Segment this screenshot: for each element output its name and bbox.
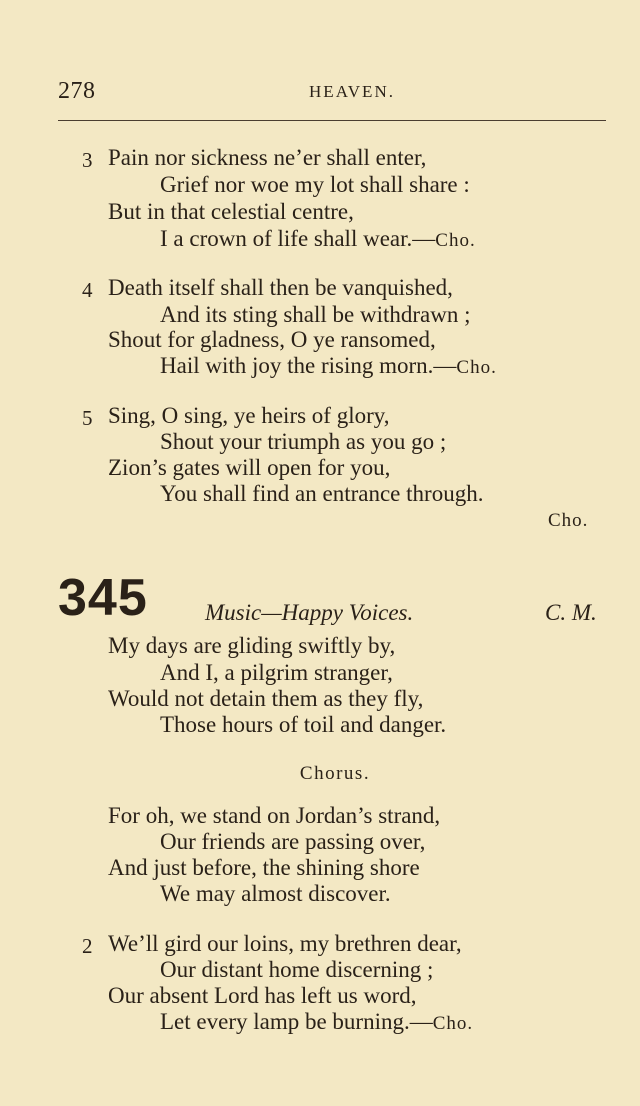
verse-line: Death itself shall then be vanquished, xyxy=(108,275,453,300)
verse-line-text: I a crown of life shall wear.— xyxy=(160,226,436,251)
chorus-cue: Cho. xyxy=(548,510,589,531)
verse-line: Grief nor woe my lot shall share : xyxy=(160,172,470,197)
verse-number: 5 xyxy=(82,406,93,430)
verse-line: Zion’s gates will open for you, xyxy=(108,455,391,480)
verse-line: And I, a pilgrim stranger, xyxy=(160,660,393,685)
verse-number: 4 xyxy=(82,278,93,302)
chorus-cue: Cho. xyxy=(432,1013,474,1034)
verse-line: Those hours of toil and danger. xyxy=(160,712,447,737)
verse-number: 2 xyxy=(82,934,93,958)
verse-line: Shout your triumph as you go ; xyxy=(160,429,447,454)
verse-line: Pain nor sickness ne’er shall enter, xyxy=(108,145,427,170)
verse-line: Shout for gladness, O ye ransomed, xyxy=(108,327,436,352)
verse-line: My days are gliding swiftly by, xyxy=(108,633,396,658)
chorus-cue: Cho. xyxy=(456,357,497,378)
header-rule xyxy=(58,120,606,121)
chorus-line: And just before, the shining shore xyxy=(108,855,420,880)
meter: C. M. xyxy=(545,600,597,625)
verse-line-text: Let every lamp be burning.— xyxy=(160,1009,433,1034)
verse-line: But in that celestial centre, xyxy=(108,199,354,224)
verse-number: 3 xyxy=(82,148,93,172)
verse-line: You shall find an entrance through. xyxy=(160,481,484,506)
verse-line: Would not detain them as they fly, xyxy=(108,686,424,711)
chorus-line: We may almost discover. xyxy=(160,881,391,906)
chorus-heading: Chorus. xyxy=(299,763,371,784)
verse-line: Our distant home discerning ; xyxy=(160,957,434,982)
verse-line: We’ll gird our loins, my brethren dear, xyxy=(108,931,462,956)
verse-line-text: Hail with joy the rising morn.— xyxy=(160,353,457,378)
page-number: 278 xyxy=(58,78,96,104)
tune-name: Music—Happy Voices. xyxy=(205,600,414,625)
page-header xyxy=(58,78,606,108)
verse-line: And its sting shall be withdrawn ; xyxy=(160,302,471,327)
verse-line xyxy=(160,353,497,381)
page-title: HEAVEN. xyxy=(309,82,395,101)
chorus-cue: Cho. xyxy=(435,230,476,251)
verse-line: Sing, O sing, ye heirs of glory, xyxy=(108,403,390,428)
chorus-line: For oh, we stand on Jordan’s strand, xyxy=(108,803,441,828)
verse-line xyxy=(160,226,476,254)
verse-line xyxy=(160,1009,473,1037)
chorus-line: Our friends are passing over, xyxy=(160,829,426,854)
hymn-number: 345 xyxy=(58,569,148,627)
verse-line: Our absent Lord has left us word, xyxy=(108,983,417,1008)
